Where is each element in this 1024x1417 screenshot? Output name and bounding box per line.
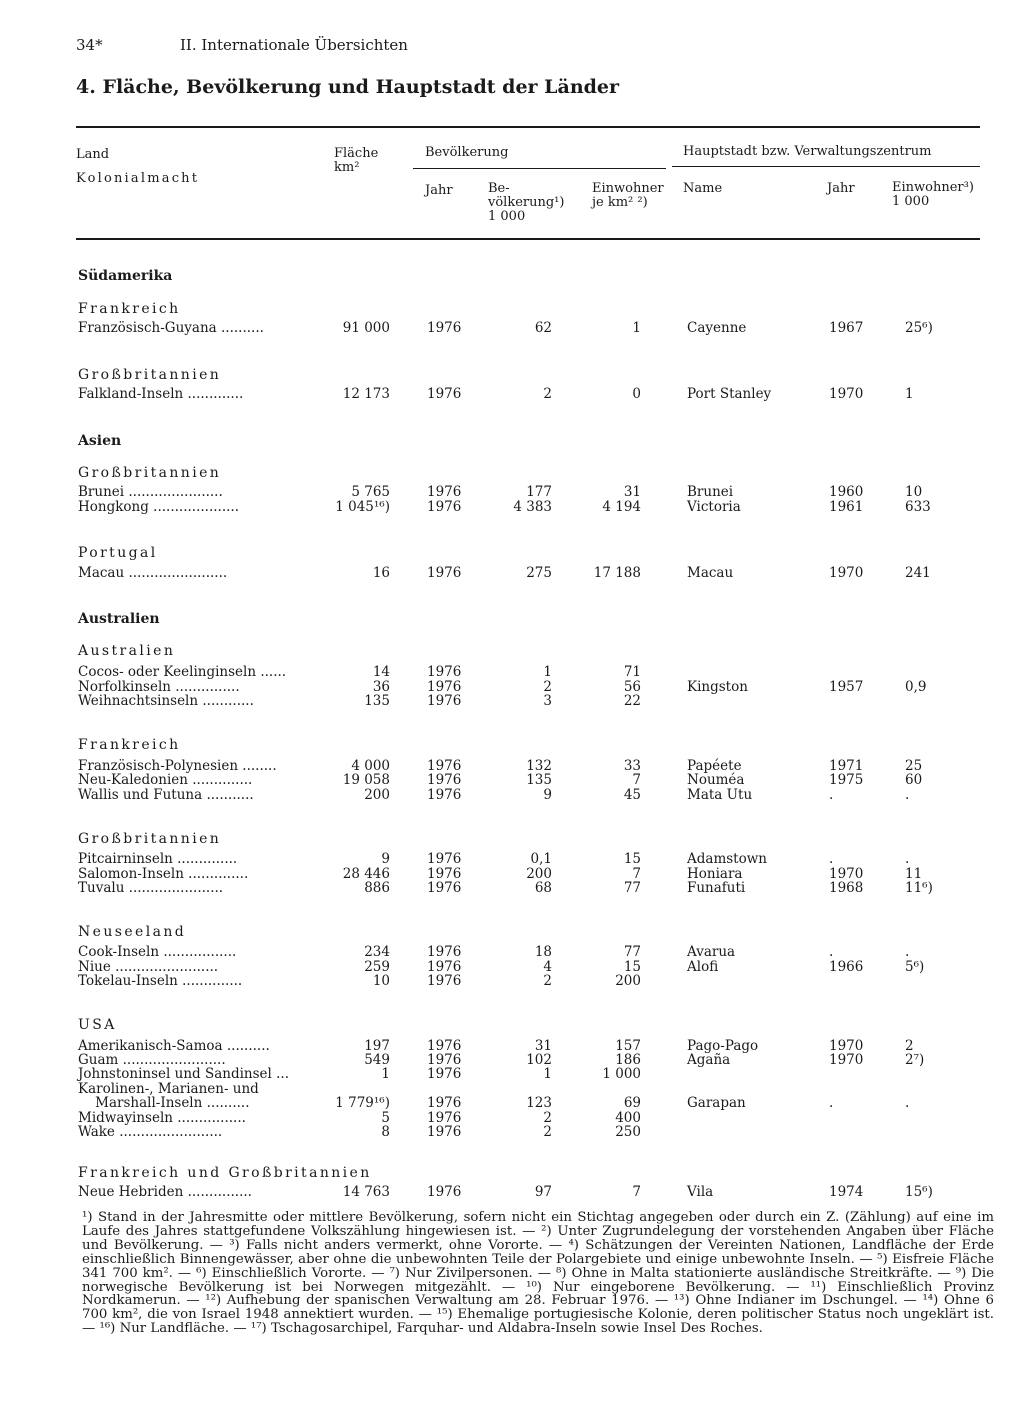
table-row bbox=[0, 387, 1024, 402]
country-name: Tuvalu ...................... bbox=[78, 880, 224, 896]
density-value: 250 bbox=[615, 1124, 641, 1140]
header-cap-jahr: Jahr bbox=[827, 181, 855, 196]
table-row bbox=[0, 974, 1024, 989]
power-fr-gb: Frankreich und Großbritannien bbox=[78, 1165, 372, 1181]
year-value: 1976 bbox=[427, 1095, 462, 1111]
header-bev-line3: 1 000 bbox=[488, 209, 526, 224]
table-row bbox=[0, 881, 1024, 896]
density-value: 7 bbox=[632, 772, 641, 788]
year-value: 1976 bbox=[427, 565, 462, 581]
area-value: 886 bbox=[364, 880, 390, 896]
year-value: 1976 bbox=[427, 758, 462, 774]
country-name: Brunei ...................... bbox=[78, 484, 223, 500]
year-value: 1976 bbox=[427, 484, 462, 500]
capital-population: 5⁶) bbox=[905, 959, 925, 975]
population-value: 2 bbox=[543, 973, 552, 989]
capital-name: Alofi bbox=[687, 959, 719, 975]
header-bottom-rule bbox=[76, 238, 980, 240]
table-row bbox=[0, 773, 1024, 788]
country-name: Tokelau-Inseln .............. bbox=[78, 973, 243, 989]
year-value: 1976 bbox=[427, 499, 462, 515]
population-value: 135 bbox=[526, 772, 552, 788]
area-value: 19 058 bbox=[342, 772, 390, 788]
table-row bbox=[0, 852, 1024, 867]
capital-name: Nouméa bbox=[687, 772, 745, 788]
capital-name: Garapan bbox=[687, 1095, 746, 1111]
year-value: 1976 bbox=[427, 1124, 462, 1140]
country-name: Salomon-Inseln .............. bbox=[78, 866, 249, 882]
density-value: 77 bbox=[623, 880, 641, 896]
capital-year: . bbox=[829, 787, 834, 803]
capital-name: Honiara bbox=[687, 866, 743, 882]
year-value: 1976 bbox=[427, 787, 462, 803]
population-value: 2 bbox=[543, 386, 552, 402]
population-value: 1 bbox=[543, 1066, 552, 1082]
power-frankreich-au: Frankreich bbox=[78, 737, 181, 753]
power-gb-au: Großbritannien bbox=[78, 831, 222, 847]
area-value: 28 446 bbox=[342, 866, 390, 882]
area-value: 16 bbox=[372, 565, 390, 581]
capital-year: . bbox=[829, 851, 834, 867]
table-row bbox=[0, 566, 1024, 581]
area-value: 8 bbox=[381, 1124, 390, 1140]
header-hauptstadt: Hauptstadt bzw. Verwaltungszentrum bbox=[683, 144, 932, 159]
density-value: 69 bbox=[623, 1095, 641, 1111]
capital-name: Victoria bbox=[687, 499, 741, 515]
country-name: Neu-Kaledonien .............. bbox=[78, 772, 253, 788]
population-value: 123 bbox=[526, 1095, 552, 1111]
table-row bbox=[0, 1125, 1024, 1140]
area-value: 200 bbox=[364, 787, 390, 803]
capital-name: Avarua bbox=[687, 944, 736, 960]
capital-name: Funafuti bbox=[687, 880, 746, 896]
year-value: 1976 bbox=[427, 664, 462, 680]
density-value: 77 bbox=[623, 944, 641, 960]
area-value: 1 779¹⁶) bbox=[335, 1095, 390, 1111]
density-value: 33 bbox=[623, 758, 641, 774]
density-value: 7 bbox=[632, 1184, 641, 1200]
area-value: 91 000 bbox=[342, 320, 390, 336]
density-value: 186 bbox=[615, 1052, 641, 1068]
country-name: Pitcairninseln .............. bbox=[78, 851, 238, 867]
capital-name: Vila bbox=[687, 1184, 714, 1200]
density-value: 71 bbox=[623, 664, 641, 680]
capital-population: . bbox=[905, 944, 910, 960]
year-value: 1976 bbox=[427, 851, 462, 867]
country-name: Cook-Inseln ................. bbox=[78, 944, 237, 960]
country-name: Johnstoninsel und Sandinsel ... bbox=[78, 1066, 290, 1082]
capital-population: 11⁶) bbox=[905, 880, 933, 896]
area-value: 5 765 bbox=[351, 484, 390, 500]
capital-population: 25 bbox=[905, 758, 923, 774]
footnotes: ¹) Stand in der Jahresmitte oder mittlere Bevölkerung, sofern nicht ein Stichtag angegeben oder durch ein Z. (Zählung) auf eine im Laufe des Jahres stattgefundene Volkszählung hingewiesen ist. — ²) Unter Zugrundelegung der vorstehenden Angaben über Fläche und Bevölkerung. — ³) Falls nicht anders vermerkt, ohne Vororte. — ⁴) Schätzungen der Vereinten Nationen, Landfläche der Erde einschließlich Binnengewässer, aber ohne die unbewohnten Teile der Polargebiete und einige unbewohnte Inseln. — ⁵) Eisfreie Fläche 341 700 km². — ⁶) Einschließlich Vororte. — ⁷) Nur Zivilpersonen. — ⁸) Ohne in Malta stationierte ausländische Streitkräfte. — ⁹) Die norwegische Bevölkerung ist bei Norwegen mitgezählt. — ¹⁰) Nur eingeborene Bevölkerung. — ¹¹) Einschließlich Provinz Nordkamerun. — ¹²) Aufhebung der spanischen Verwaltung am 28. Februar 1976. — ¹³) Ohne Indianer im Dschungel. — ¹⁴) Ohne 6 700 km², die von Israel 1948 annektiert wurden. — ¹⁵) Ehemalige portugiesische Kolonie, deren politischer Status noch ungeklärt ist. — ¹⁶) Nur Landfläche. — ¹⁷) Tschagosarchipel, Farquhar- und Aldabra-Inseln sowie Insel Des Roches. bbox=[82, 1210, 994, 1337]
population-value: 68 bbox=[534, 880, 552, 896]
population-value: 97 bbox=[534, 1184, 552, 1200]
year-value: 1976 bbox=[427, 693, 462, 709]
country-name: Norfolkinseln ............... bbox=[78, 679, 240, 695]
year-value: 1976 bbox=[427, 679, 462, 695]
power-usa: USA bbox=[78, 1017, 117, 1033]
power-frankreich-sa: Frankreich bbox=[78, 301, 181, 317]
capital-name: Port Stanley bbox=[687, 386, 772, 402]
capital-name: Adamstown bbox=[687, 851, 767, 867]
population-value: 200 bbox=[526, 866, 552, 882]
table-row bbox=[0, 788, 1024, 803]
year-value: 1976 bbox=[427, 866, 462, 882]
population-value: 2 bbox=[543, 679, 552, 695]
capital-year: 1970 bbox=[829, 866, 864, 882]
table-row bbox=[0, 500, 1024, 515]
population-value: 177 bbox=[526, 484, 552, 500]
density-value: 15 bbox=[623, 959, 641, 975]
header-land: Land bbox=[76, 147, 110, 162]
density-value: 400 bbox=[615, 1110, 641, 1126]
running-head: II. Internationale Übersichten bbox=[180, 36, 408, 54]
power-portugal: Portugal bbox=[78, 545, 158, 561]
header-bevoelkerung: Bevölkerung bbox=[425, 145, 509, 160]
country-name: Karolinen-, Marianen- und bbox=[78, 1081, 259, 1097]
capital-name: Agaña bbox=[687, 1052, 731, 1068]
area-value: 14 bbox=[372, 664, 390, 680]
capital-year: 1974 bbox=[829, 1184, 864, 1200]
population-value: 2 bbox=[543, 1124, 552, 1140]
header-jahr: Jahr bbox=[425, 183, 453, 198]
capital-year: 1970 bbox=[829, 1038, 864, 1054]
header-bev-line1: Be- bbox=[488, 181, 510, 196]
header-cap-einw-line2: 1 000 bbox=[892, 194, 930, 209]
area-value: 4 000 bbox=[351, 758, 390, 774]
header-cap-einw-line1: Einwohner³) bbox=[892, 180, 974, 195]
table-row bbox=[0, 1185, 1024, 1200]
density-value: 31 bbox=[623, 484, 641, 500]
population-value: 2 bbox=[543, 1110, 552, 1126]
capital-population: 2 bbox=[905, 1038, 914, 1054]
population-value: 62 bbox=[534, 320, 552, 336]
capital-header-rule bbox=[672, 166, 980, 167]
capital-population: 60 bbox=[905, 772, 923, 788]
year-value: 1976 bbox=[427, 1066, 462, 1082]
year-value: 1976 bbox=[427, 944, 462, 960]
density-value: 4 194 bbox=[602, 499, 641, 515]
density-value: 200 bbox=[615, 973, 641, 989]
header-kolonialmacht: Kolonialmacht bbox=[76, 171, 200, 186]
table-row bbox=[0, 321, 1024, 336]
density-value: 7 bbox=[632, 866, 641, 882]
capital-name: Papéete bbox=[687, 758, 742, 774]
capital-year: 1975 bbox=[829, 772, 864, 788]
table-row bbox=[0, 485, 1024, 500]
density-value: 22 bbox=[623, 693, 641, 709]
year-value: 1976 bbox=[427, 1038, 462, 1054]
density-value: 56 bbox=[623, 679, 641, 695]
year-value: 1976 bbox=[427, 386, 462, 402]
population-value: 9 bbox=[543, 787, 552, 803]
population-value: 102 bbox=[526, 1052, 552, 1068]
capital-name: Brunei bbox=[687, 484, 734, 500]
area-value: 135 bbox=[364, 693, 390, 709]
population-value: 31 bbox=[534, 1038, 552, 1054]
capital-year: 1966 bbox=[829, 959, 864, 975]
capital-population: 11 bbox=[905, 866, 923, 882]
country-name: Guam ........................ bbox=[78, 1052, 226, 1068]
capital-year: 1970 bbox=[829, 565, 864, 581]
capital-name: Pago-Pago bbox=[687, 1038, 759, 1054]
density-value: 15 bbox=[623, 851, 641, 867]
power-gb-sa: Großbritannien bbox=[78, 367, 222, 383]
area-value: 9 bbox=[381, 851, 390, 867]
country-name: Weihnachtsinseln ............ bbox=[78, 693, 254, 709]
country-name: Wallis und Futuna ........... bbox=[78, 787, 254, 803]
density-value: 17 188 bbox=[593, 565, 641, 581]
power-neuseeland: Neuseeland bbox=[78, 924, 187, 940]
capital-name: Macau bbox=[687, 565, 734, 581]
table-row bbox=[0, 1067, 1024, 1082]
country-name: Cocos- oder Keelinginseln ...... bbox=[78, 664, 287, 680]
capital-year: 1971 bbox=[829, 758, 864, 774]
capital-year: 1968 bbox=[829, 880, 864, 896]
country-name: Amerikanisch-Samoa .......... bbox=[78, 1038, 270, 1054]
area-value: 10 bbox=[372, 973, 390, 989]
population-value: 4 383 bbox=[513, 499, 552, 515]
power-australien: Australien bbox=[78, 643, 176, 659]
table-row bbox=[0, 1096, 1024, 1111]
capital-year: . bbox=[829, 944, 834, 960]
header-bev-line2: völkerung¹) bbox=[488, 195, 565, 210]
country-name: Französisch-Polynesien ........ bbox=[78, 758, 277, 774]
year-value: 1976 bbox=[427, 1184, 462, 1200]
density-value: 1 bbox=[632, 320, 641, 336]
population-value: 1 bbox=[543, 664, 552, 680]
capital-population: 15⁶) bbox=[905, 1184, 933, 1200]
year-value: 1976 bbox=[427, 959, 462, 975]
capital-population: . bbox=[905, 851, 910, 867]
country-name: Falkland-Inseln ............. bbox=[78, 386, 244, 402]
country-name: Midwayinseln ................ bbox=[78, 1110, 246, 1126]
capital-year: 1970 bbox=[829, 1052, 864, 1068]
population-value: 275 bbox=[526, 565, 552, 581]
header-einw-line1: Einwohner bbox=[592, 181, 664, 196]
capital-population: 10 bbox=[905, 484, 923, 500]
capital-name: Mata Utu bbox=[687, 787, 753, 803]
capital-year: 1967 bbox=[829, 320, 864, 336]
header-flaeche-unit: km² bbox=[334, 160, 360, 175]
capital-year: 1957 bbox=[829, 679, 864, 695]
density-value: 157 bbox=[615, 1038, 641, 1054]
area-value: 197 bbox=[364, 1038, 390, 1054]
country-name: Französisch-Guyana .......... bbox=[78, 320, 264, 336]
capital-year: 1961 bbox=[829, 499, 864, 515]
year-value: 1976 bbox=[427, 1110, 462, 1126]
population-value: 3 bbox=[543, 693, 552, 709]
region-suedamerika: Südamerika bbox=[78, 268, 173, 284]
capital-year: 1970 bbox=[829, 386, 864, 402]
capital-name: Cayenne bbox=[687, 320, 747, 336]
capital-population: 241 bbox=[905, 565, 931, 581]
density-value: 45 bbox=[623, 787, 641, 803]
capital-population: 0,9 bbox=[905, 679, 927, 695]
area-value: 234 bbox=[364, 944, 390, 960]
page-number: 34* bbox=[76, 36, 103, 54]
year-value: 1976 bbox=[427, 320, 462, 336]
capital-name: Kingston bbox=[687, 679, 748, 695]
density-value: 1 000 bbox=[602, 1066, 641, 1082]
capital-year: 1960 bbox=[829, 484, 864, 500]
area-value: 5 bbox=[381, 1110, 390, 1126]
year-value: 1976 bbox=[427, 973, 462, 989]
header-name: Name bbox=[683, 181, 723, 196]
density-value: 0 bbox=[632, 386, 641, 402]
country-name: Niue ........................ bbox=[78, 959, 219, 975]
population-value: 0,1 bbox=[530, 851, 552, 867]
table-row bbox=[0, 945, 1024, 960]
capital-population: . bbox=[905, 787, 910, 803]
header-flaeche: Fläche bbox=[334, 146, 379, 161]
table-row bbox=[0, 694, 1024, 709]
year-value: 1976 bbox=[427, 772, 462, 788]
region-asien: Asien bbox=[78, 433, 122, 449]
capital-population: 1 bbox=[905, 386, 914, 402]
population-value: 18 bbox=[534, 944, 552, 960]
country-name: Marshall-Inseln .......... bbox=[78, 1095, 250, 1111]
population-value: 4 bbox=[543, 959, 552, 975]
area-value: 1 045¹⁶) bbox=[335, 499, 390, 515]
power-gb-asia: Großbritannien bbox=[78, 465, 222, 481]
area-value: 1 bbox=[381, 1066, 390, 1082]
region-australien: Australien bbox=[78, 611, 160, 627]
year-value: 1976 bbox=[427, 1052, 462, 1068]
country-name: Wake ........................ bbox=[78, 1124, 223, 1140]
capital-population: 2⁷) bbox=[905, 1052, 925, 1068]
area-value: 259 bbox=[364, 959, 390, 975]
country-name: Neue Hebriden ............... bbox=[78, 1184, 252, 1200]
year-value: 1976 bbox=[427, 880, 462, 896]
page-title: 4. Fläche, Bevölkerung und Hauptstadt der Länder bbox=[76, 76, 620, 98]
area-value: 12 173 bbox=[342, 386, 390, 402]
country-name: Hongkong .................... bbox=[78, 499, 239, 515]
capital-population: 633 bbox=[905, 499, 931, 515]
capital-population: 25⁶) bbox=[905, 320, 933, 336]
country-name: Macau ....................... bbox=[78, 565, 228, 581]
area-value: 14 763 bbox=[342, 1184, 390, 1200]
table-row bbox=[0, 665, 1024, 680]
top-rule bbox=[76, 126, 980, 128]
area-value: 549 bbox=[364, 1052, 390, 1068]
capital-population: . bbox=[905, 1095, 910, 1111]
capital-year: . bbox=[829, 1095, 834, 1111]
population-header-rule bbox=[413, 168, 666, 169]
area-value: 36 bbox=[372, 679, 390, 695]
population-value: 132 bbox=[526, 758, 552, 774]
header-einw-line2: je km² ²) bbox=[592, 195, 648, 210]
